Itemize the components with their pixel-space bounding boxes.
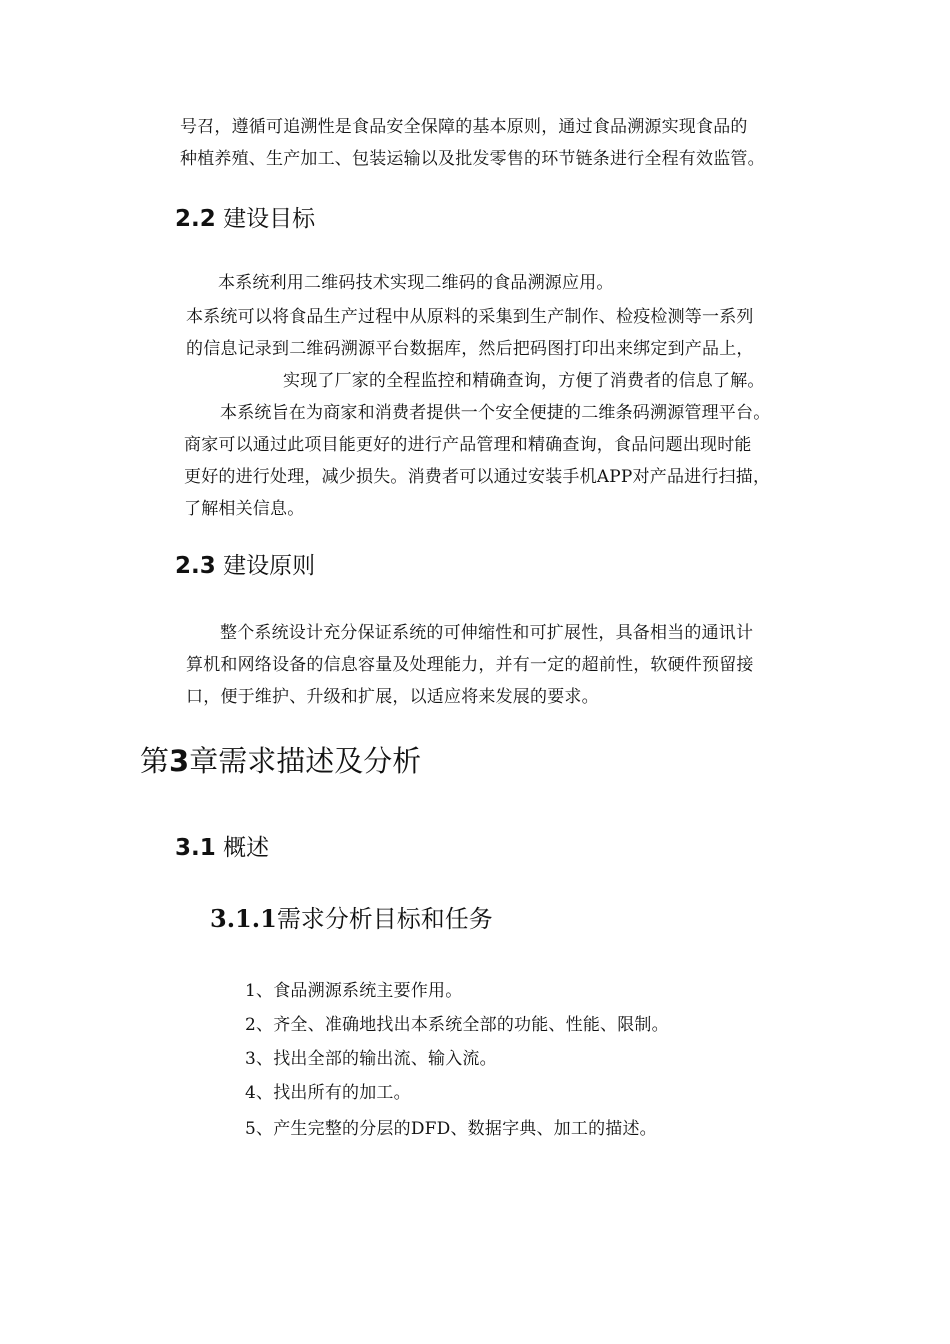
section-number: 3.1	[175, 835, 216, 861]
list-item: 2、齐全、准确地找出本系统全部的功能、性能、限制。	[245, 1015, 669, 1035]
list-item: 1、食品溯源系统主要作用。	[245, 981, 463, 1001]
chapter-prefix: 第	[140, 744, 170, 778]
paragraph-line: 的信息记录到二维码溯源平台数据库，然后把码图打印出来绑定到产品上，	[186, 339, 754, 359]
list-item: 3、找出全部的输出流、输入流。	[245, 1049, 497, 1069]
paragraph-line: 本系统旨在为商家和消费者提供一个安全便捷的二维条码溯源管理平台。	[220, 403, 771, 423]
section-title: 概述	[223, 835, 270, 861]
section-number: 2.3	[175, 553, 216, 579]
subsection-heading-3-1-1	[210, 904, 493, 934]
paragraph-line: 商家可以通过此项目能更好的进行产品管理和精确查询，食品问题出现时能	[184, 435, 752, 455]
paragraph-line: 号召，遵循可追溯性是食品安全保障的基本原则，通过食品溯源实现食品的	[180, 117, 748, 137]
chapter-title: 章需求描述及分析	[189, 744, 422, 778]
chapter-number: 3	[169, 744, 190, 778]
section-title: 建设目标	[223, 206, 316, 232]
section-title: 建设原则	[223, 553, 316, 579]
subsection-number: 3.1.1	[210, 904, 277, 933]
section-heading-2-2	[175, 205, 315, 233]
list-item: 4、找出所有的加工。	[245, 1083, 411, 1103]
paragraph-line: 更好的进行处理，减少损失。消费者可以通过安装手机APP对产品进行扫描，	[184, 467, 771, 487]
list-item: 5、产生完整的分层的DFD、数据字典、加工的描述。	[245, 1119, 657, 1139]
paragraph-line: 了解相关信息。	[184, 499, 305, 519]
paragraph-line: 种植养殖、生产加工、包装运输以及批发零售的环节链条进行全程有效监管。	[180, 149, 765, 169]
paragraph-line: 实现了厂家的全程监控和精确查询，方便了消费者的信息了解。	[283, 371, 765, 391]
paragraph-line: 本系统可以将食品生产过程中从原料的采集到生产制作、检疫检测等一系列	[186, 307, 754, 327]
section-heading-2-3	[175, 552, 315, 580]
section-number: 2.2	[175, 206, 216, 232]
subsection-title: 需求分析目标和任务	[276, 905, 493, 933]
paragraph-line: 整个系统设计充分保证系统的可伸缩性和可扩展性，具备相当的通讯计	[220, 623, 754, 643]
chapter-heading-3	[140, 744, 421, 778]
paragraph-line: 算机和网络设备的信息容量及处理能力，并有一定的超前性，软硬件预留接	[186, 655, 754, 675]
paragraph-line: 口，便于维护、升级和扩展，以适应将来发展的要求。	[186, 687, 599, 707]
section-heading-3-1	[175, 834, 269, 862]
paragraph-line: 本系统利用二维码技术实现二维码的食品溯源应用。	[218, 273, 614, 293]
